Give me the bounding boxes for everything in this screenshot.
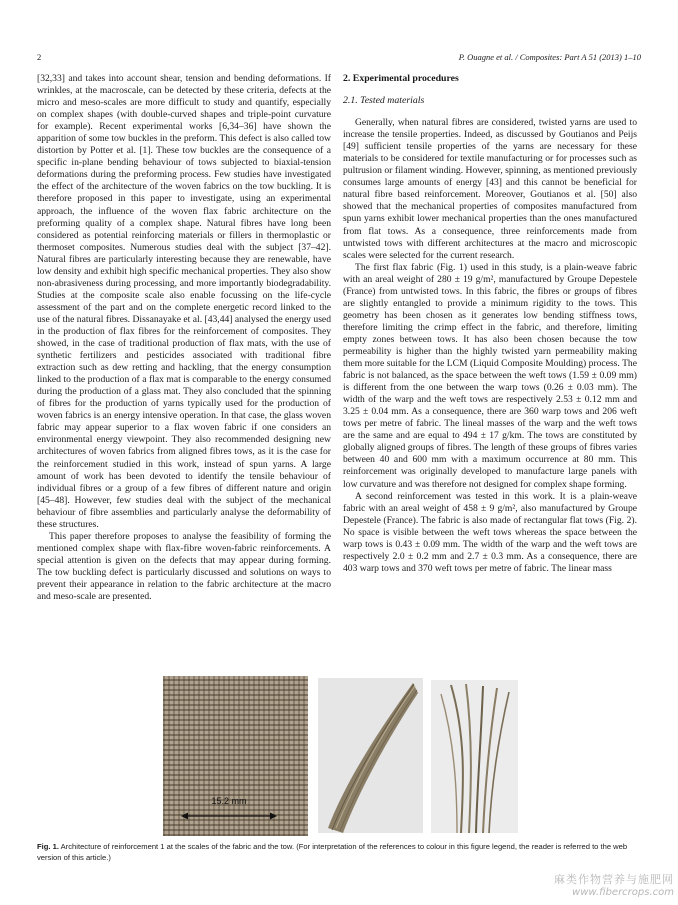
paragraph: [32,33] and takes into account shear, tension and bending deformations. If wrinkles, at the macroscale, can be detected by these criteria, defects at the micro and meso-scales are more difficult to study and quantify, especially on complex shapes (with double-curved shapes and triple-point curvature for example). Recent experimental works [6,34–36] have shown the apparition of some tow buckles in the preform. This defect is also called tow distortion by Potter et al. [1]. These tow buckles are the consequence of a specific in-plane bending behaviour of tows subjected to biaxial-tension deformations during the preforming process. Few studies have investigated the effect of the architecture of the woven fabrics on the tow buckling. It is therefore proposed in this paper to investigate, using an experimental approach, the influence of the woven flax fabric architecture on the preforming quality of a complex shape. Natural fibres have long been considered as potential reinforcing materials or fillers in thermoplastic or thermoset composites. Numerous studies deal with the subject [37–42]. Natural fibres are particularly interesting because they are renewable, have low density and exhibit high specific mechanical properties. They also show non-abrasiveness during processing, and more importantly biodegradability. Studies at the composite scale also enable focussing on the life-cycle assessment of the part and on the complete energetic record linked to the use of the natural fibres. Dissanayake et al. [43,44] analysed the energy used in the production of flax fibres for the reinforcement of composites. They showed, in the case of traditional production of flax mats, with the use of synthetic fertilizers and pesticides associated with traditional fibre extraction such as dew retting and hackling, that the energy consumption linked to the production of a flax mat is comparable to the energy consumed during the production of a glass mat. They also concluded that the spinning of fibres for the production of yarns typically used for the production of woven fabrics is an energy intensive operation. In that case, the glass woven fabric may appear superior to a flax woven fabric if one considers an environmental energy viewpoint. They also recommended designing new architectures of woven fabrics from aligned fibres tows, as it is the case for the reinforcement studied in this work, instead of spun yarns. A large amount of work has been devoted to identify the tensile behaviour of individual fibres or a group of a few fibres of different nature and origin [45–48]. However, few studies deal with the subject of the mechanical behaviour of fibre assemblies and particularly analyse the deformability of these structures. (37, 73, 331, 530)
tow-fibres-illustration (431, 680, 518, 833)
page-number: 2 (37, 52, 42, 62)
caption-text: Architecture of reinforcement 1 at the scales of the fabric and the tow. (For interpretation of the references to colour in this figure legend, the reader is referred to the web version of this article.) (37, 842, 628, 862)
paragraph: This paper therefore proposes to analyse the feasibility of forming the mentioned complex shape with flax-fibre woven-fabric reinforcements. A special attention is given on the defects that may appear during forming. The tow buckling defect is particularly discussed and solutions on ways to prevent their appearance in relation to the fabric architecture at the macro and meso-scale are presented. (37, 530, 331, 603)
section-title: 2. Experimental procedures (343, 73, 459, 84)
watermark-title: 麻类作物营养与施肥网 (554, 873, 674, 886)
watermark (554, 873, 674, 899)
figure-caption (37, 842, 641, 863)
fabric-photo (163, 676, 308, 836)
double-arrow-icon (181, 811, 277, 821)
figure-1 (163, 676, 518, 836)
paragraph: Generally, when natural fibres are considered, twisted yarns are used to increase the tensile properties. Indeed, as discussed by Goutianos and Peijs [49] sufficient tensile properties of the yarns are necessary for these materials to be considered for textile manufacturing or for processes such as pultrusion or filament winding. However, spinning, as mentioned previously consumes large amounts of energy [43] and this cannot be beneficial for natural fibre based reinforcement. Moreover, Goutianos et al. [50] also showed that the mechanical properties of composites manufactured from spun yarns exhibit lower mechanical properties than the ones manufactured from flat tows. As a consequence, three reinforcements made from untwisted tows with different architectures at the macro and microscopic scales were selected for the current research. (343, 117, 637, 261)
running-title: P. Ouagne et al. / Composites: Part A 51 (2013) 1–10 (458, 52, 641, 62)
paragraph: A second reinforcement was tested in this work. It is a plain-weave fabric with an areal weight of 458 ± 9 g/m², also manufactured by Groupe Depestele (France). The fabric is also made of rectangular flat tows (Fig. 2). No space is visible between the weft tows whereas the space between the warp tows is 0.43 ± 0.09 mm. The width of the warp and the weft tows are respectively 2.0 ± 0.2 mm and 2.7 ± 0.3 mm. As a consequence, there are 403 warp tows and 370 weft tows per metre of fabric. The linear mass (343, 490, 637, 574)
scale-label: 15.2 mm (211, 796, 247, 806)
left-column (37, 73, 331, 603)
watermark-url: www.fibercrops.com (572, 887, 674, 898)
tow-fibres-photo (431, 680, 518, 833)
right-column (343, 73, 637, 575)
scale-bar (181, 796, 277, 818)
caption-label: Fig. 1. (37, 842, 59, 851)
paragraph: The first flax fabric (Fig. 1) used in this study, is a plain-weave fabric with an areal weight of 280 ± 19 g/m², manufactured by Groupe Depestele (France) from untwisted tows. In this fabric, the fibres or groups of fibres are slightly entangled to provide a minimum rigidity to the tows. This geometry has been chosen as it generates low bending stiffness tows, therefore limiting the crimp effect in the fabric, and therefore, limiting empty zones between tows. It has also been chosen because the tow permeability is higher than the highly twisted yarn permeability making them more suitable for the LCM (Liquid Composite Moulding) process. The fabric is not balanced, as the space between the weft tows (1.59 ± 0.09 mm) is different from the one between the warp tows (0.26 ± 0.03 mm). The width of the warp and the weft tows are respectively 2.53 ± 0.12 mm and 3.25 ± 0.04 mm. As a consequence, there are 360 warp tows and 206 weft tows per metre of fabric. The lineal masses of the warp and the weft tows are the same and are equal to 494 ± 17 g/km. The tows are constituted by globally aligned groups of fibres. The length of these groups of fibres varies between 40 and 600 mm with a maximum occurrence at 80 mm. This reinforcement was originally developed to manufacture large panels with low curvature and was therefore not designed for complex shape forming. (343, 261, 637, 490)
running-header (37, 52, 641, 64)
tow-closeup-photo (318, 678, 423, 833)
tow-illustration (318, 678, 423, 833)
subsection-title: 2.1. Tested materials (343, 95, 425, 107)
